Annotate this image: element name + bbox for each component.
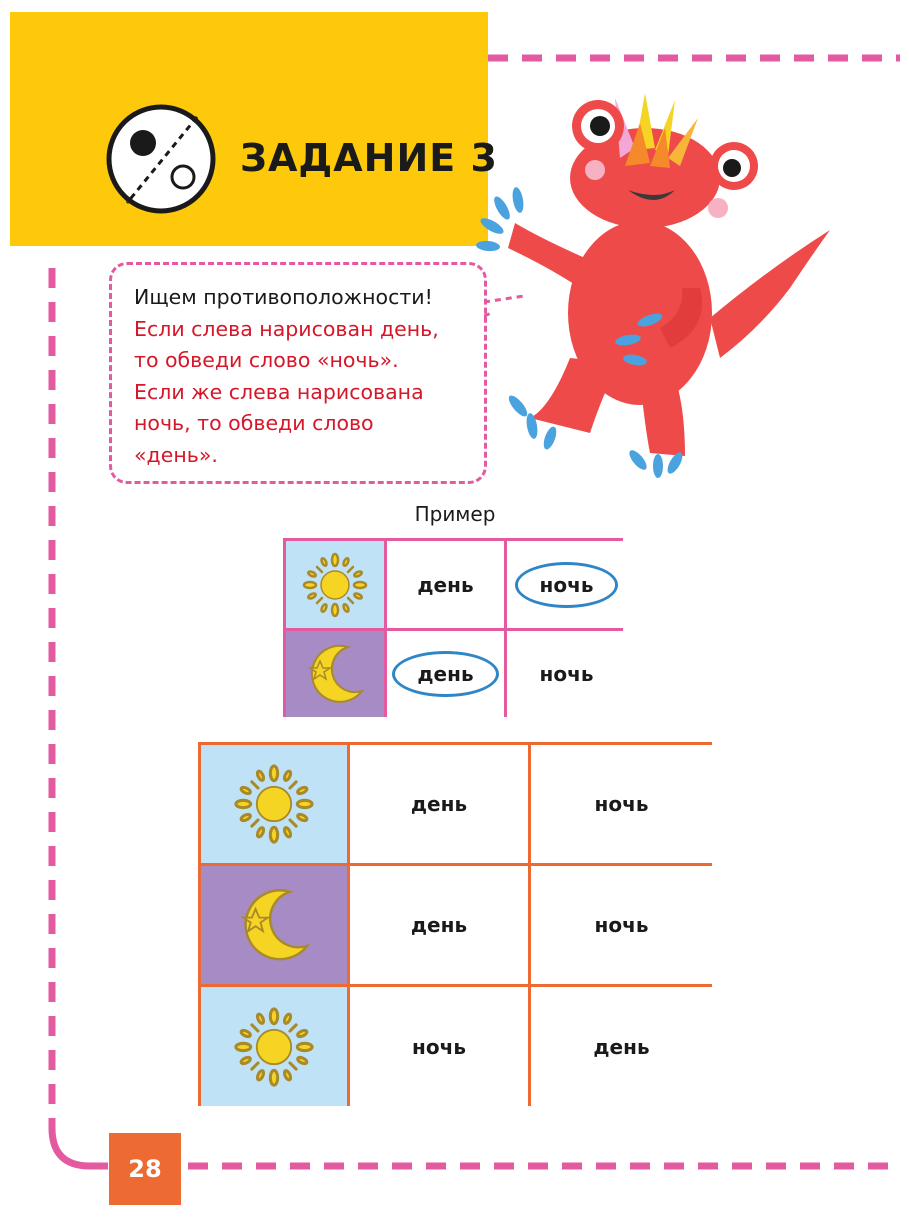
exercise-word-cell[interactable] [531,745,712,863]
exercise-picture-cell [201,866,347,984]
instruction-line: ночь, то обведи слово [134,411,374,435]
instruction-text [134,282,484,471]
instruction-line: то обведи слово «ночь». [134,348,399,372]
example-table [283,538,623,717]
instruction-heading: Ищем противоположности! [134,285,433,309]
instruction-line: «день». [134,442,218,467]
exercise-word-cell[interactable] [350,745,528,863]
moon-icon [231,882,317,968]
page-number: 28 [109,1133,181,1205]
example-word-cell [507,541,626,628]
word-option[interactable]: день [593,1034,650,1059]
circled-word: день [392,651,498,697]
exercise-table [198,742,712,1106]
word-option[interactable]: день [410,913,468,937]
instruction-line: Если же слева нарисована [134,379,424,404]
word-option[interactable]: ночь [412,1034,466,1059]
exercise-picture-cell [201,745,347,863]
example-picture-cell [286,541,384,628]
exercise-word-cell[interactable] [350,987,528,1106]
example-word-cell [387,541,504,628]
page-title: ЗАДАНИЕ 3 [240,136,498,180]
plasticine-monster-illustration [470,88,840,488]
exercise-word-cell[interactable] [531,866,712,984]
instruction-line: Если слева нарисован день, [134,316,439,341]
exercise-picture-cell [201,987,347,1106]
example-word-cell [387,631,504,717]
word-option: ночь [539,662,594,686]
exercise-word-cell[interactable] [350,866,528,984]
sun-icon [300,550,370,620]
example-picture-cell [286,631,384,717]
moon-icon [300,639,370,709]
word-option[interactable]: ночь [594,792,649,816]
word-option[interactable]: день [410,792,468,816]
exercise-word-cell[interactable] [531,987,712,1106]
half-circle-icon [105,103,217,215]
word-option: день [417,572,474,597]
task-header-banner [10,12,488,246]
sun-icon [231,1004,317,1090]
example-word-cell [507,631,626,717]
word-option[interactable]: ночь [594,913,649,937]
circled-word: ночь [515,562,619,608]
example-label: Пример [414,502,496,526]
sun-icon [231,761,317,847]
